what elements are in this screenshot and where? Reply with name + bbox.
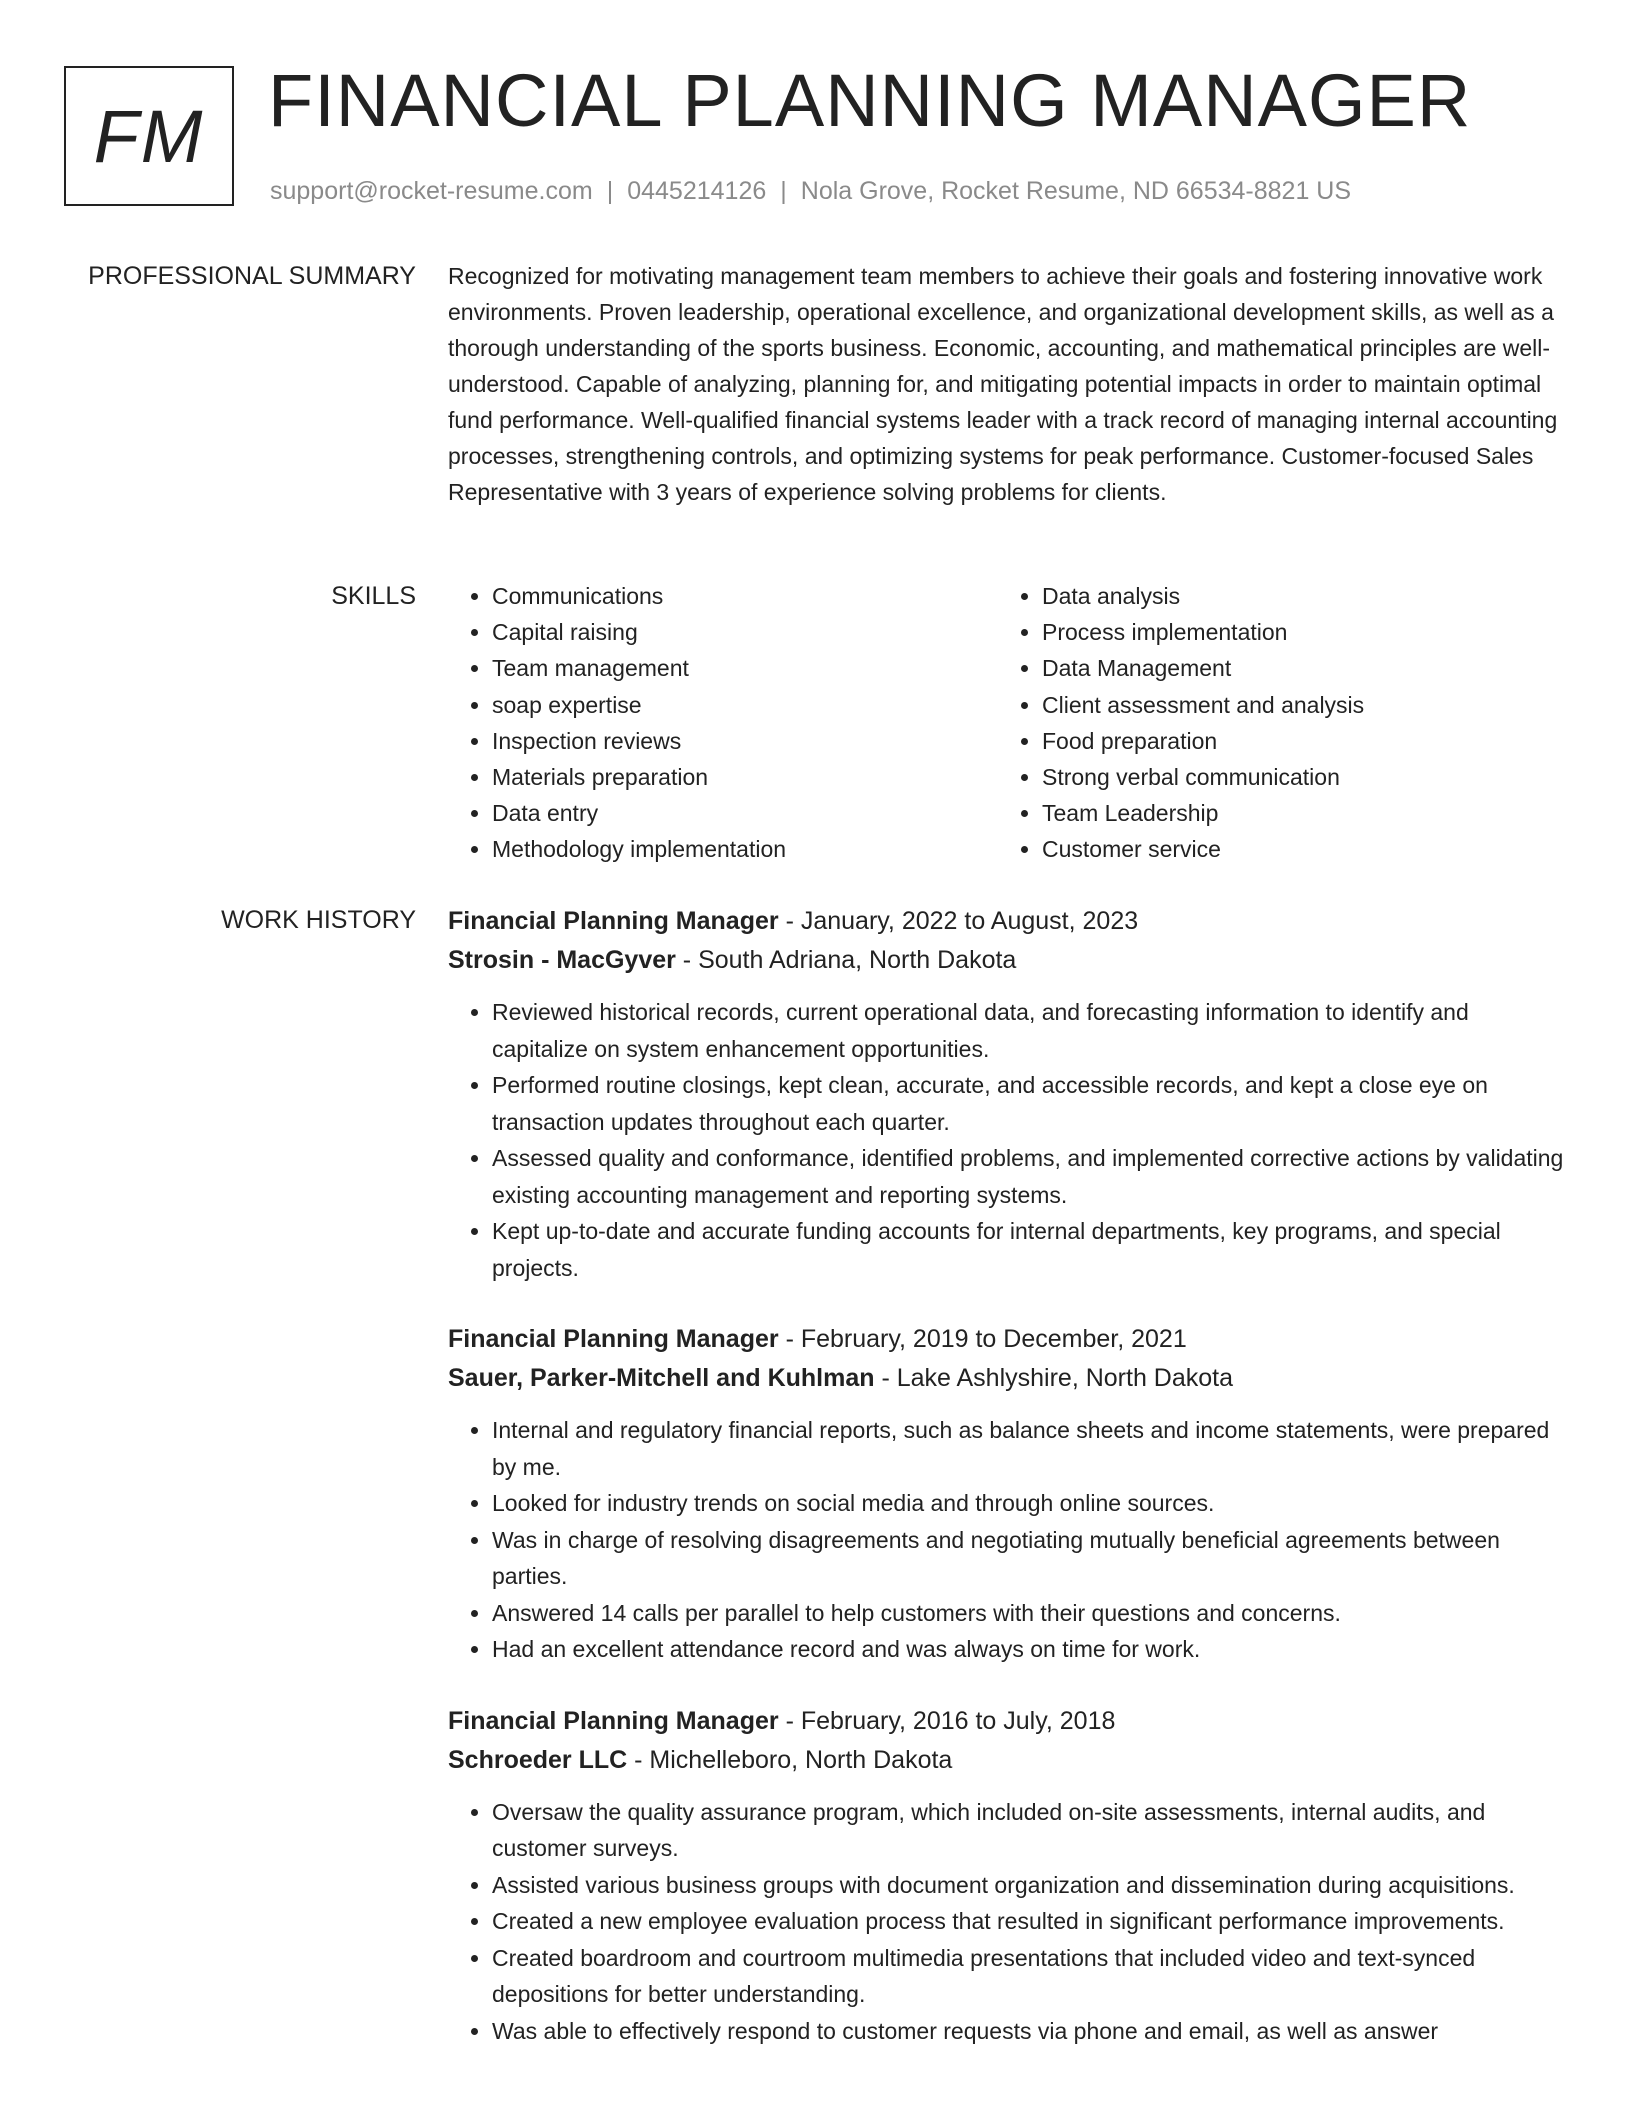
job-bullet: • Was able to effectively respond to customer requests via phone and email, as well as answer [492, 2013, 1568, 2050]
job-location: - Michelleboro, North Dakota [627, 1745, 953, 1774]
job-company: Strosin - MacGyver [448, 946, 676, 974]
contact-phone[interactable]: 0445214126 [627, 177, 767, 205]
job-entry [448, 1320, 1568, 1668]
job-bullet: • Was in charge of resolving disagreements and negotiating mutually beneficial agreements between parties. [492, 1522, 1568, 1595]
job-company-line [448, 941, 1568, 980]
monogram-initials: FM [93, 94, 205, 178]
contact-address: Nola Grove, Rocket Resume, ND 66534-8821 US [800, 177, 1352, 205]
job-bullet: • Reviewed historical records, current operational data, and forecasting information to identify and capitalize on system enhancement opportunities. [492, 994, 1568, 1067]
job-entry [448, 902, 1568, 1286]
skills-heading: SKILLS [331, 582, 416, 610]
job-company-line [448, 1741, 1568, 1780]
job-bullet: • Kept up-to-date and accurate funding accounts for internal departments, key programs, and special projects. [492, 1213, 1568, 1286]
job-company-line [448, 1359, 1568, 1398]
skill-item: • Strong verbal communication [1042, 759, 1548, 795]
summary-body [448, 258, 1568, 510]
summary-heading: PROFESSIONAL SUMMARY [88, 262, 416, 290]
job-dates: - February, 2016 to July, 2018 [778, 1706, 1116, 1735]
job-entry [448, 1702, 1568, 2050]
skill-item: • Data analysis [1042, 578, 1548, 614]
job-bullet: • Oversaw the quality assurance program, which included on-site assessments, internal audits, and customer surveys. [492, 1794, 1568, 1867]
job-title-line [448, 902, 1568, 941]
job-title-line [448, 1702, 1568, 1741]
job-dates: - February, 2019 to December, 2021 [778, 1325, 1187, 1353]
skill-item: • Data entry [492, 795, 998, 831]
job-bullet: • Created boardroom and courtroom multimedia presentations that included video and text-synced depositions for better understanding. [492, 1940, 1568, 2013]
job-bullet: • Created a new employee evaluation process that resulted in significant performance improvements. [492, 1903, 1568, 1940]
job-bullet: • Assessed quality and conformance, identified problems, and implemented corrective actions by validating existing accounting management and reporting systems. [492, 1140, 1568, 1213]
work-history-heading: WORK HISTORY [221, 906, 416, 934]
contact-separator: | [780, 177, 787, 205]
skills-body [448, 578, 1568, 868]
skill-item: • Capital raising [492, 614, 998, 650]
skill-item: • Team management [492, 650, 998, 686]
skill-item: • Methodology implementation [492, 831, 998, 867]
contact-line [270, 174, 1351, 208]
job-bullet: • Answered 14 calls per parallel to help customers with their questions and concerns. [492, 1595, 1568, 1632]
job-location: - Lake Ashlyshire, North Dakota [874, 1364, 1234, 1392]
job-bullets [448, 1412, 1568, 1668]
skill-item: • soap expertise [492, 687, 998, 723]
contact-email[interactable]: support@rocket-resume.com [270, 177, 593, 205]
skill-item: • Client assessment and analysis [1042, 687, 1548, 723]
job-role: Financial Planning Manager [448, 1706, 779, 1735]
monogram-badge [64, 66, 234, 206]
job-bullet: • Performed routine closings, kept clean, accurate, and accessible records, and kept a close eye on transaction updates throughout each quarter. [492, 1067, 1568, 1140]
job-bullet: • Looked for industry trends on social media and through online sources. [492, 1485, 1568, 1522]
job-role: Financial Planning Manager [448, 907, 779, 935]
job-location: - South Adriana, North Dakota [675, 946, 1017, 974]
job-role: Financial Planning Manager [448, 1325, 779, 1353]
skill-item: • Customer service [1042, 831, 1548, 867]
skill-item: • Materials preparation [492, 759, 998, 795]
skill-item: • Inspection reviews [492, 723, 998, 759]
contact-separator: | [606, 177, 614, 205]
skills-list-right [998, 578, 1548, 868]
resume-title: FINANCIAL PLANNING MANAGER [268, 59, 1472, 142]
job-title-line [448, 1320, 1568, 1359]
job-bullets [448, 994, 1568, 1286]
skill-item: • Communications [492, 578, 998, 614]
job-bullet: • Had an excellent attendance record and was always on time for work. [492, 1631, 1568, 1668]
skill-item: • Food preparation [1042, 723, 1548, 759]
skill-item: • Data Management [1042, 650, 1548, 686]
job-bullet: • Internal and regulatory financial reports, such as balance sheets and income statements, were prepared by me. [492, 1412, 1568, 1485]
work-history-body [448, 902, 1568, 2083]
job-company: Sauer, Parker-Mitchell and Kuhlman [448, 1364, 875, 1392]
job-company: Schroeder LLC [448, 1745, 628, 1774]
skills-list-left [448, 578, 998, 868]
job-bullet: • Assisted various business groups with document organization and dissemination during acquisitions. [492, 1867, 1568, 1904]
job-dates: - January, 2022 to August, 2023 [778, 907, 1139, 935]
skill-item: • Team Leadership [1042, 795, 1548, 831]
summary-text: Recognized for motivating management team members to achieve their goals and fostering innovative work environments. Proven leadership, operational excellence, and organizational development skills, as well as a thorough understanding of the sports business. Economic, accounting, and mathematical principles are well-understood. Capable of analyzing, planning for, and mitigating potential impacts in order to maintain optimal fund performance. Well-qualified financial systems leader with a track record of managing internal accounting processes, strengthening controls, and optimizing systems for peak performance. Customer-focused Sales Representative with 3 years of experience solving problems for clients. [448, 263, 1558, 505]
skill-item: • Process implementation [1042, 614, 1548, 650]
job-bullets [448, 1794, 1568, 2050]
